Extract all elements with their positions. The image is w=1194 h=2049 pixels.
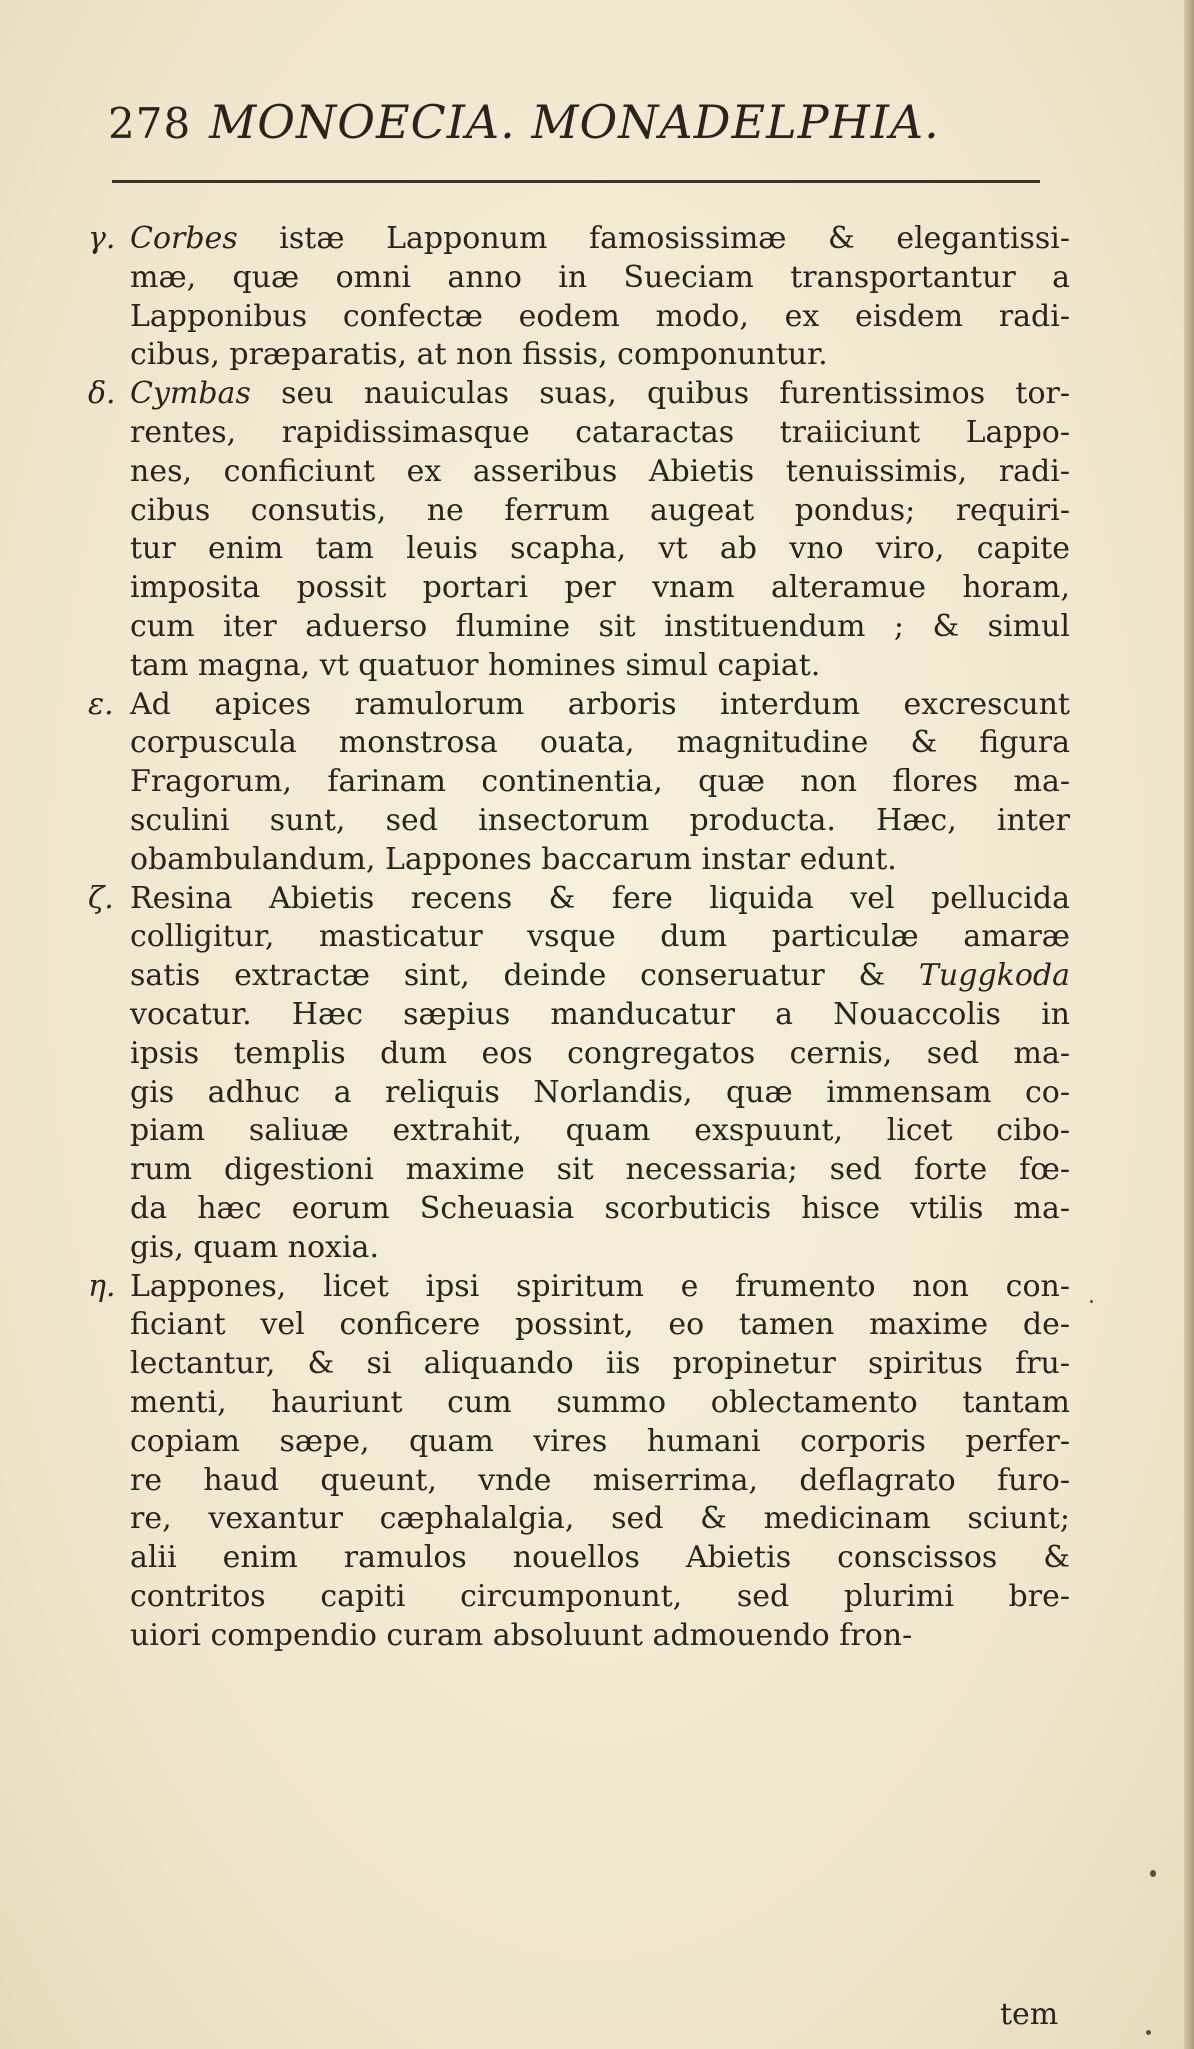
text-line <box>130 1229 1070 1268</box>
text-line <box>130 1112 1070 1151</box>
text-line <box>88 220 1070 259</box>
line-text: Ad apices ramulorum arboris interdum excrescunt <box>130 686 1070 722</box>
line-text: Lapponibus confectæ eodem modo, ex eisdem radi- <box>130 298 1070 334</box>
line-text: copiam sæpe, quam vires humani corporis perfer- <box>130 1423 1070 1459</box>
line-text: da hæc eorum Scheuasia scorbuticis hisce vtilis ma- <box>130 1190 1070 1226</box>
text-line <box>130 1151 1070 1190</box>
text-line <box>130 259 1070 298</box>
text-line <box>130 1578 1070 1617</box>
line-text: cibus consutis, ne ferrum augeat pondus; requiri- <box>130 492 1070 528</box>
line-text: Corbes istæ Lapponum famosissimæ & elegantissi- <box>130 221 1070 256</box>
line-text: tur enim tam leuis scapha, vt ab vno viro, capite <box>130 531 1070 567</box>
line-text: vocatur. Hæc sæpius manducatur a Nouaccolis in <box>130 996 1070 1032</box>
line-text: rum digestioni maxime sit necessaria; sed forte fœ- <box>130 1152 1070 1188</box>
line-text: tam magna, vt quatuor homines simul capiat. <box>130 647 821 683</box>
line-text: obambulandum, Lappones baccarum instar edunt. <box>130 841 897 877</box>
line-text: re, vexantur cæphalalgia, sed & medicinam sciunt; <box>130 1501 1070 1537</box>
line-text: nes, conficiunt ex asseribus Abietis tenuissimis, radi- <box>130 453 1070 489</box>
line-text: Resina Abietis recens & fere liquida vel pellucida <box>130 880 1070 916</box>
line-text: menti, hauriunt cum summo oblectamento tantam <box>130 1384 1070 1420</box>
text-line <box>130 608 1070 647</box>
text-line <box>88 880 1070 919</box>
line-text: cibus, præparatis, at non fissis, componuntur. <box>130 337 828 373</box>
text-line <box>88 1268 1070 1307</box>
text-line <box>88 375 1070 414</box>
body-text <box>88 220 1070 1655</box>
line-text: colligitur, masticatur vsque dum particulæ amaræ <box>130 919 1070 955</box>
text-line <box>130 1539 1070 1578</box>
text-line <box>130 453 1070 492</box>
paragraph-marker: γ. <box>88 221 116 256</box>
ink-speck <box>1090 1300 1093 1303</box>
text-line <box>130 492 1070 531</box>
catchword: tem <box>1000 1997 1059 2032</box>
line-text: ficiant vel conficere possint, eo tamen maxime de- <box>130 1307 1070 1343</box>
text-line <box>88 686 1070 725</box>
text-line <box>130 802 1070 841</box>
line-text: mæ, quæ omni anno in Sueciam transportantur a <box>130 259 1070 295</box>
text-line <box>130 569 1070 608</box>
text-line <box>130 1462 1070 1501</box>
text-line <box>130 1190 1070 1229</box>
ink-speck <box>1146 2030 1151 2035</box>
text-line <box>130 957 1070 996</box>
text-line <box>130 1617 1070 1656</box>
line-text: ipsis templis dum eos congregatos cernis, sed ma- <box>130 1035 1070 1071</box>
line-text: Fragorum, farinam continentia, quæ non flores ma- <box>130 764 1070 800</box>
header-rule <box>112 180 1040 183</box>
line-text: piam saliuæ extrahit, quam exspuunt, licet cibo- <box>130 1113 1070 1149</box>
line-text: imposita possit portari per vnam alteramue horam, <box>130 570 1070 606</box>
text-line <box>130 530 1070 569</box>
line-text: Lappones, licet ipsi spiritum e frumento non con- <box>130 1268 1070 1304</box>
text-line <box>130 1074 1070 1113</box>
page-edge <box>1184 0 1194 2049</box>
text-line <box>130 1384 1070 1423</box>
line-text: contritos capiti circumponunt, sed plurimi bre- <box>130 1578 1070 1614</box>
running-title: MONOECIA. MONADELPHIA. <box>209 95 940 149</box>
running-header <box>108 95 1068 149</box>
line-text: corpuscula monstrosa ouata, magnitudine & figura <box>130 725 1070 761</box>
paragraph-marker: ε. <box>88 686 114 722</box>
paragraph-marker: ζ. <box>88 880 114 916</box>
text-line <box>130 1345 1070 1384</box>
line-text: rentes, rapidissimasque cataractas traiiciunt Lappo- <box>130 414 1070 450</box>
text-line <box>130 298 1070 337</box>
text-line <box>130 1035 1070 1074</box>
line-text: cum iter aduerso flumine sit instituendum ; & simul <box>130 608 1070 644</box>
text-line <box>130 647 1070 686</box>
line-text: sculini sunt, sed insectorum producta. Hæc, inter <box>130 802 1070 838</box>
text-line <box>130 763 1070 802</box>
line-text: uiori compendio curam absoluunt admouendo fron- <box>130 1617 913 1653</box>
line-text: gis, quam noxia. <box>130 1229 379 1265</box>
text-line <box>130 414 1070 453</box>
text-line <box>130 724 1070 763</box>
text-line <box>130 841 1070 880</box>
paragraph-marker: δ. <box>88 376 116 412</box>
text-line <box>130 996 1070 1035</box>
line-text: alii enim ramulos nouellos Abietis conscissos & <box>130 1540 1070 1576</box>
text-line <box>130 918 1070 957</box>
text-line <box>130 1500 1070 1539</box>
paragraph-marker: η. <box>88 1268 116 1304</box>
page-number: 278 <box>108 99 192 148</box>
line-text: lectantur, & si aliquando iis propinetur spiritus fru- <box>130 1346 1070 1382</box>
line-text: gis adhuc a reliquis Norlandis, quæ immensam co- <box>130 1074 1070 1110</box>
line-text: re haud queunt, vnde miserrima, deflagrato furo- <box>130 1462 1070 1498</box>
ink-speck <box>1150 1870 1156 1877</box>
text-line <box>130 1306 1070 1345</box>
line-text: satis extractæ sint, deinde conseruatur & Tuggkoda <box>130 958 1070 994</box>
text-line <box>130 1423 1070 1462</box>
text-line <box>130 336 1070 375</box>
line-text: Cymbas seu nauiculas suas, quibus furentissimos tor- <box>130 376 1070 412</box>
